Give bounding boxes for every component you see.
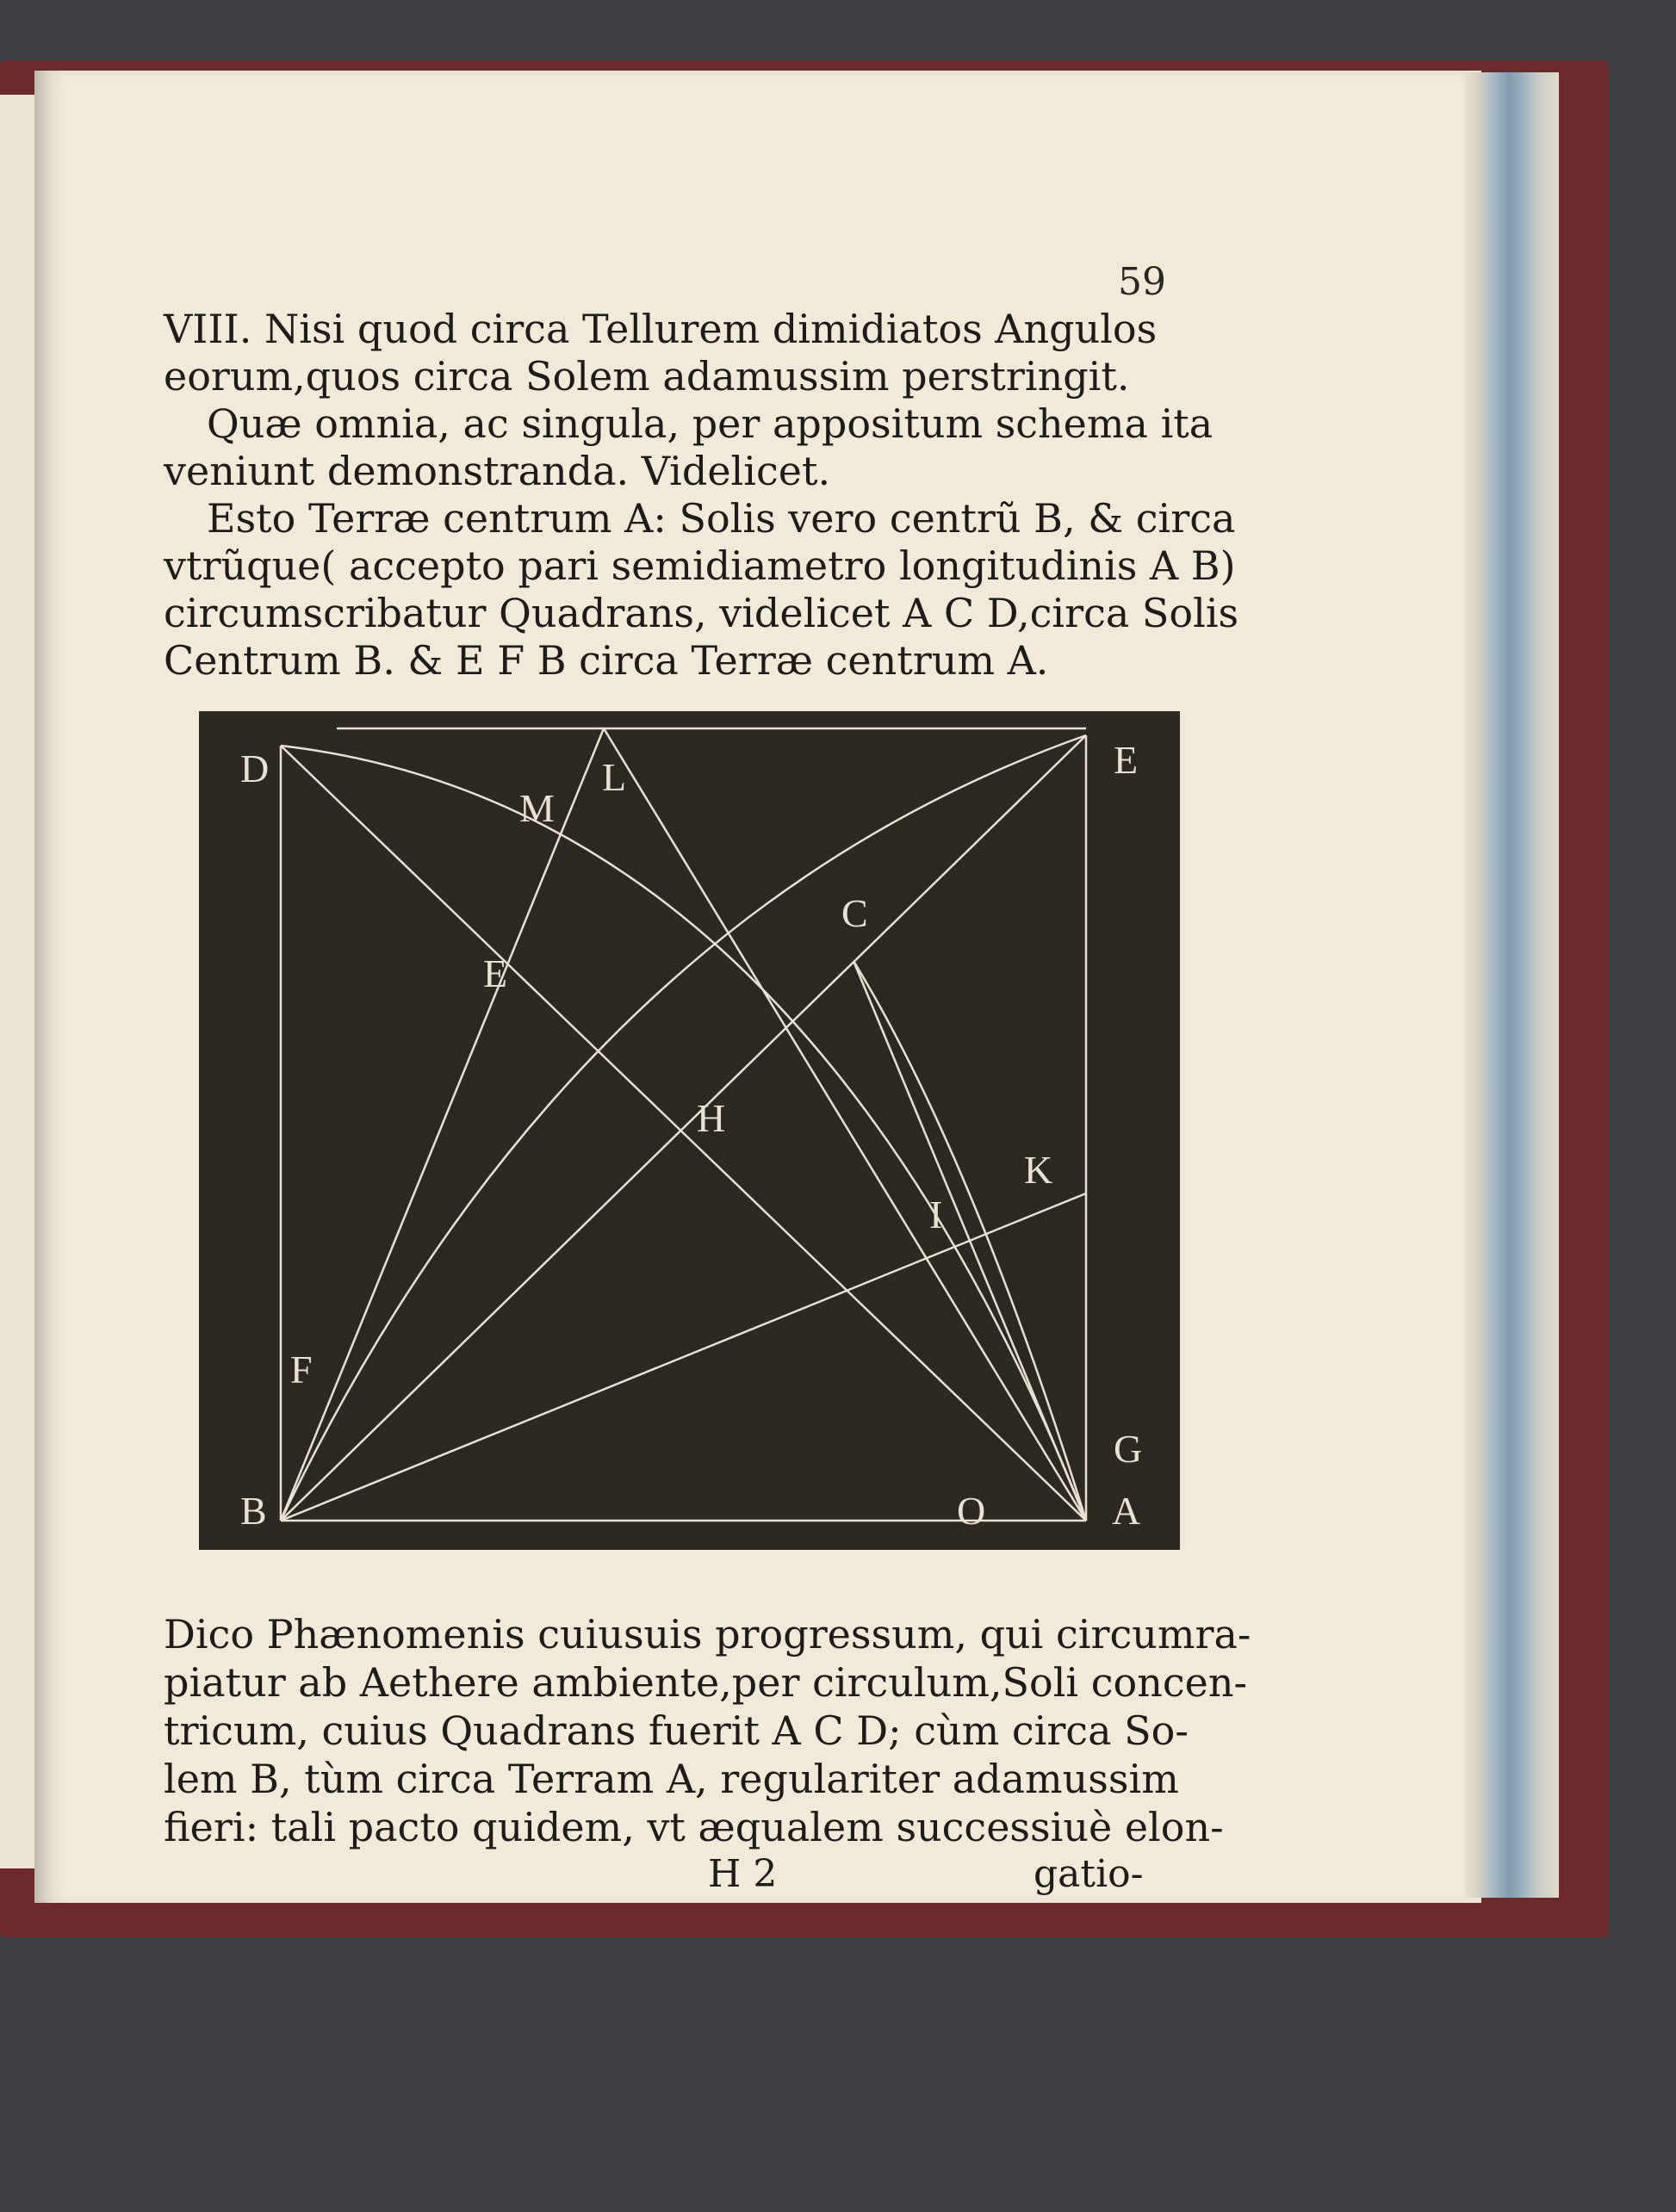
label-i: I bbox=[929, 1193, 943, 1236]
text-line: lem B, tùm circa Terram A, regulariter adamussim bbox=[164, 1756, 1179, 1802]
label-b: B bbox=[240, 1489, 267, 1533]
text-line: fieri: tali pacto quidem, vt æqualem successiuè elon- bbox=[164, 1804, 1224, 1850]
catchword: gatio- bbox=[1034, 1852, 1144, 1896]
text-line: Dico Phænomenis cuiusuis progressum, qui circumra- bbox=[164, 1611, 1251, 1657]
text-line: Esto Terræ centrum A: Solis vero centrũ B, & circa bbox=[207, 495, 1236, 542]
label-m: M bbox=[519, 786, 555, 830]
label-c: C bbox=[841, 891, 868, 935]
text-line: veniunt demonstranda. Videlicet. bbox=[164, 448, 831, 494]
text-line: circumscribatur Quadrans, videlicet A C D,circa Solis bbox=[164, 590, 1239, 636]
text-line: VIII. Nisi quod circa Tellurem dimidiatos Angulos bbox=[164, 306, 1158, 352]
label-a: A bbox=[1112, 1489, 1141, 1533]
woodcut-diagram bbox=[199, 711, 1180, 1550]
page-number: 59 bbox=[1118, 260, 1166, 304]
line-b-k bbox=[281, 1193, 1086, 1521]
line-d-a bbox=[281, 746, 1086, 1521]
text-line: Quæ omnia, ac singula, per appositum schema ita bbox=[207, 400, 1214, 447]
text-line: tricum, cuius Quadrans fuerit A C D; cùm circa So- bbox=[164, 1707, 1189, 1754]
label-e: E bbox=[483, 951, 508, 995]
line-b-e bbox=[281, 735, 1086, 1521]
line-l-b bbox=[281, 728, 604, 1521]
label-f: F bbox=[290, 1348, 313, 1391]
label-o: O bbox=[957, 1489, 986, 1533]
label-g: G bbox=[1114, 1427, 1143, 1471]
text-line: vtrũque( accepto pari semidiametro longitudinis A B) bbox=[164, 542, 1236, 589]
text-line: Centrum B. & E F B circa Terræ centrum A. bbox=[164, 637, 1049, 684]
diagram-svg bbox=[199, 711, 1180, 1550]
label-d: D bbox=[240, 747, 270, 790]
left-page-edge bbox=[0, 95, 34, 1868]
label-k: K bbox=[1024, 1148, 1053, 1192]
line-l-a bbox=[604, 728, 1086, 1521]
lower-text bbox=[164, 1610, 1251, 1851]
text-line: piatur ab Aethere ambiente,per circulum,Soli concen- bbox=[164, 1659, 1247, 1706]
page-edges bbox=[1464, 72, 1559, 1898]
label-e-top: E bbox=[1114, 738, 1139, 782]
upper-text bbox=[164, 306, 1239, 685]
signature-mark: H 2 bbox=[708, 1852, 778, 1896]
line-c-a bbox=[854, 961, 1086, 1521]
label-l: L bbox=[602, 755, 627, 799]
label-h: H bbox=[697, 1096, 726, 1140]
text-line: eorum,quos circa Solem adamussim perstringit. bbox=[164, 353, 1130, 400]
